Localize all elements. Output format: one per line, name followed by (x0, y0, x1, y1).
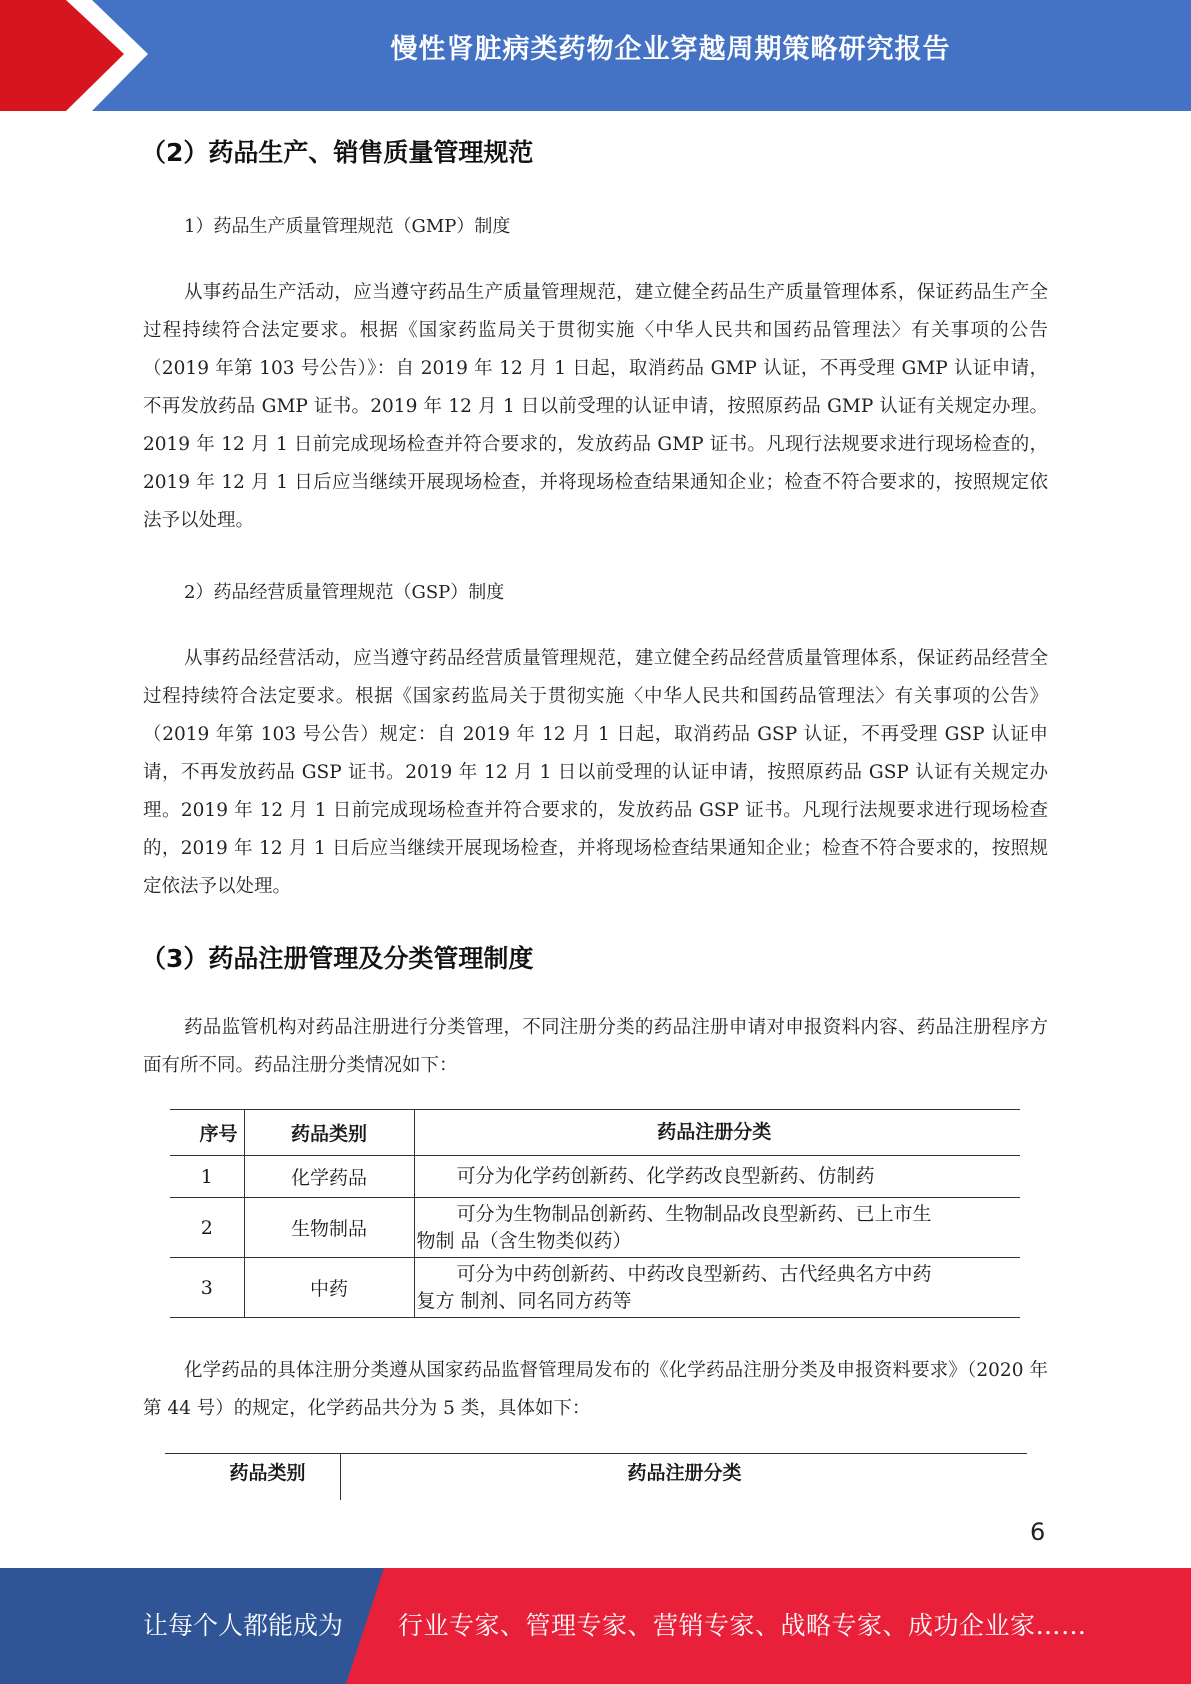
page-header (0, 0, 1191, 111)
table-row (170, 1156, 1020, 1198)
section-heading-registration: （3）药品注册管理及分类管理制度 (141, 944, 534, 973)
page-footer (0, 1568, 1191, 1684)
subheading-gsp: 2）药品经营质量管理规范（GSP）制度 (184, 582, 505, 603)
row-description-line1: 可分为中药创新药、中药改良型新药、古代经典名方中药 (456, 1262, 932, 1285)
paragraph-gsp: 从事药品经营活动，应当遵守药品经营质量管理规范，建立健全药品经营质量管理体系，保证药品经营全过程持续符合法定要求。根据《国家药监局关于贯彻实施〈中华人民共和国药品管理法〉有关事项的公告》（2019 年第 103 号公告）规定：自 2019 年 12 月 1 日起，取消药品 GSP 认证，不再受理 GSP 认证申请，不再发放药品 GSP 证书。2019 年 12 月 1 日以前受理的认证申请，按照原药品 GSP 认证有关规定办理。2019 年 12 月 1 日前完成现场检查并符合要求的，发放药品 GSP 证书。凡现行法规要求进行现场检查的，2019 年 12 月 1 日后应当继续开展现场检查，并将现场检查结果通知企业；检查不符合要求的，按照规定依法予以处理。 (143, 648, 1048, 897)
row-description (414, 1258, 1020, 1318)
row-description (414, 1156, 1020, 1198)
section-heading-quality: （2）药品生产、销售质量管理规范 (141, 138, 534, 167)
subheading-gmp: 1）药品生产质量管理规范（GMP）制度 (184, 216, 511, 237)
row-category: 化学药品 (244, 1156, 414, 1198)
row-category: 生物制品 (244, 1198, 414, 1258)
registration-class-table (170, 1109, 1020, 1318)
row-category: 中药 (244, 1258, 414, 1318)
row-description-line1: 可分为生物制品创新药、生物制品改良型新药、已上市生 (456, 1202, 932, 1225)
header-category: 药品类别 (165, 1454, 341, 1500)
header-classification: 药品注册分类 (414, 1110, 1020, 1156)
header-classification: 药品注册分类 (627, 1462, 742, 1484)
header-category: 药品类别 (244, 1110, 414, 1156)
table-row (170, 1258, 1020, 1318)
footer-slogan-left: 让每个人都能成为 (143, 1611, 344, 1640)
report-title: 慢性肾脏病类药物企业穿越周期策略研究报告 (390, 34, 951, 65)
row-description-line2: 复方 制剂、同名同方药等 (416, 1289, 632, 1312)
header-no: 序号 (170, 1110, 244, 1156)
row-no: 2 (170, 1198, 244, 1258)
table-header-row (170, 1110, 1020, 1156)
paragraph-chemical-drugs: 化学药品的具体注册分类遵从国家药品监督管理局发布的《化学药品注册分类及申报资料要求》（2020 年第 44 号）的规定，化学药品共分为 5 类，具体如下： (143, 1360, 1048, 1419)
paragraph-gmp: 从事药品生产活动，应当遵守药品生产质量管理规范，建立健全药品生产质量管理体系，保证药品生产全过程持续符合法定要求。根据《国家药监局关于贯彻实施〈中华人民共和国药品管理法〉有关事项的公告（2019 年第 103 号公告）》：自 2019 年 12 月 1 日起，取消药品 GMP 认证，不再受理 GMP 认证申请，不再发放药品 GMP 证书。2019 年 12 月 1 日以前受理的认证申请，按照原药品 GMP 认证有关规定办理。2019 年 12 月 1 日前完成现场检查并符合要求的，发放药品 GMP 证书。凡现行法规要求进行现场检查的，2019 年 12 月 1 日后应当继续开展现场检查，并将现场检查结果通知企业；检查不符合要求的，按照规定依法予以处理。 (143, 282, 1048, 531)
footer-slogan-right: 行业专家、管理专家、营销专家、战略专家、成功企业家…… (398, 1611, 1087, 1640)
row-description (414, 1198, 1020, 1258)
row-no: 3 (170, 1258, 244, 1318)
row-description-line2: 物制 品（含生物类似药） (416, 1229, 632, 1252)
row-no: 1 (170, 1156, 244, 1198)
page-number: 6 (1030, 1518, 1046, 1546)
chemical-class-table (165, 1453, 1027, 1484)
table-row (170, 1198, 1020, 1258)
paragraph-registration-intro: 药品监管机构对药品注册进行分类管理，不同注册分类的药品注册申请对申报资料内容、药品注册程序方面有所不同。药品注册分类情况如下： (143, 1017, 1048, 1076)
row-description-line1: 可分为化学药创新药、化学药改良型新药、仿制药 (456, 1165, 875, 1187)
